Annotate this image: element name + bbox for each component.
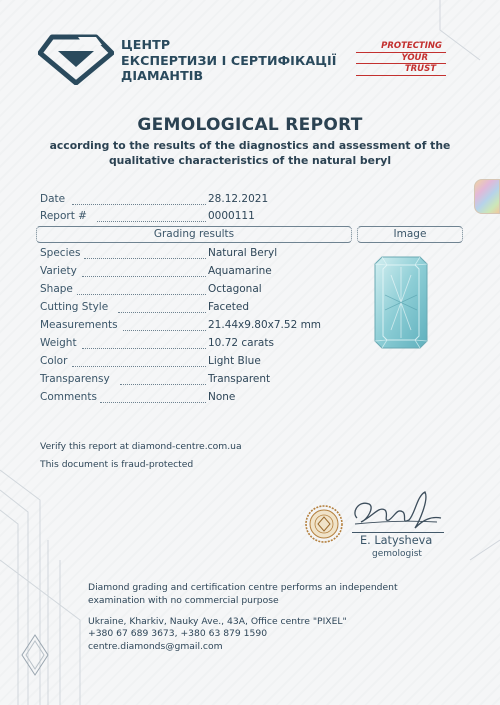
grading-value: Octagonal	[208, 283, 262, 295]
org-name-line1: ЦЕНТР	[121, 37, 171, 52]
grading-label: Weight	[40, 337, 77, 349]
grading-value: Aquamarine	[208, 265, 272, 277]
dot-leader	[72, 355, 206, 367]
grading-label: Cutting Style	[40, 301, 109, 313]
gemstone-image	[373, 255, 429, 350]
dot-leader	[82, 265, 206, 277]
footer-phones: +380 67 689 3673, +380 63 879 1590	[88, 628, 268, 640]
dot-leader	[77, 283, 206, 295]
grading-row-comments	[40, 391, 360, 408]
hologram-sticker-icon	[474, 179, 500, 214]
report-subtitle	[30, 138, 470, 168]
report-number-row	[40, 210, 360, 227]
dot-leader	[100, 391, 206, 403]
grading-label: Measurements	[40, 319, 118, 331]
date-label: Date	[40, 193, 66, 205]
grading-value: 10.72 carats	[208, 337, 274, 349]
org-name-line3: ДІАМАНТІВ	[121, 68, 204, 83]
footer-disclaimer-line2: examination with no commercial purpose	[88, 594, 279, 606]
signatory-name: E. Latysheva	[360, 534, 433, 547]
org-name-line2: ЕКСПЕРТИЗИ І СЕРТИФІКАЦІЇ	[121, 52, 337, 68]
report-number-label: Report #	[40, 210, 87, 222]
grading-results-header: Grading results	[36, 226, 352, 243]
grading-value: Natural Beryl	[208, 247, 278, 259]
grading-row-species	[40, 247, 360, 264]
dot-leader	[84, 247, 206, 259]
report-title: GEMOLOGICAL REPORT	[137, 115, 363, 135]
footer-email: centre.diamonds@gmail.com	[88, 641, 223, 653]
organization-name	[121, 37, 337, 84]
grading-value: Transparent	[208, 373, 271, 385]
report-number-value: 0000111	[208, 210, 255, 222]
dot-leader	[82, 337, 206, 349]
verify-text: Verify this report at diamond-centre.com.ua	[40, 441, 242, 452]
subtitle-line2: qualitative characteristics of the natural beryl	[108, 154, 392, 167]
grading-label: Color	[40, 355, 68, 367]
grading-row-shape	[40, 283, 360, 300]
grading-label: Species	[40, 247, 81, 259]
grading-row-variety	[40, 265, 360, 282]
grading-label: Transparensy	[40, 373, 110, 385]
grading-row-weight	[40, 337, 360, 354]
date-row	[40, 193, 360, 210]
grading-row-cutting-style	[40, 301, 360, 318]
grading-row-transparency	[40, 373, 360, 390]
footer-address: Ukraine, Kharkiv, Nauky Ave., 43A, Office centre "PIXEL"	[88, 615, 347, 627]
dot-leader	[118, 301, 206, 313]
grading-value: 21.44x9.80x7.52 mm	[208, 319, 322, 331]
dot-leader	[97, 210, 206, 222]
dot-leader	[120, 373, 206, 385]
grading-value: Light Blue	[208, 355, 261, 367]
grading-row-measurements	[40, 319, 360, 336]
slogan-line1: PROTECTING	[356, 41, 446, 53]
grading-value: None	[208, 391, 236, 403]
grading-row-color	[40, 355, 360, 372]
fraud-protected-text: This document is fraud-protected	[40, 459, 194, 470]
diamond-logo-icon	[38, 33, 114, 85]
grading-label: Variety	[40, 265, 77, 277]
certification-seal-icon	[304, 504, 344, 544]
date-value: 28.12.2021	[208, 193, 269, 205]
grading-label: Shape	[40, 283, 73, 295]
grading-value: Faceted	[208, 301, 249, 313]
signature-line	[352, 532, 444, 533]
grading-label: Comments	[40, 391, 97, 403]
subtitle-line1: according to the results of the diagnostics and assessment of the	[49, 139, 451, 152]
slogan	[356, 41, 446, 76]
signatory-role: gemologist	[372, 549, 422, 559]
slogan-line2: YOUR	[356, 53, 446, 65]
image-header: Image	[357, 226, 463, 243]
slogan-line3: TRUST	[356, 64, 446, 76]
signature	[345, 486, 445, 532]
dot-leader	[123, 319, 206, 331]
footer	[88, 582, 398, 654]
footer-disclaimer-line1: Diamond grading and certification centre performs an independent	[88, 582, 398, 593]
dot-leader	[72, 193, 206, 205]
